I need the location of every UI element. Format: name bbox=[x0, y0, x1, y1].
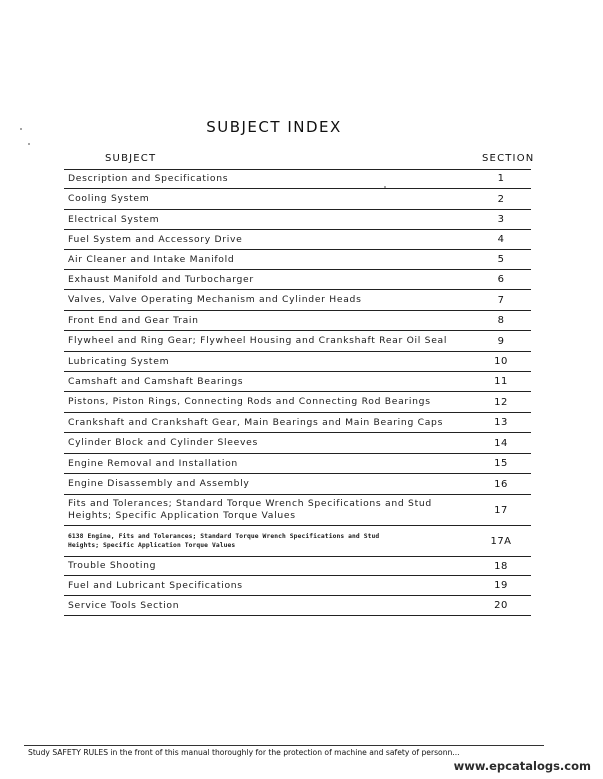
row-section-number: 1 bbox=[497, 173, 505, 184]
row-section-number: 7 bbox=[497, 294, 505, 306]
table-row bbox=[64, 250, 531, 270]
row-subject: Service Tools Section bbox=[68, 599, 180, 611]
table-row bbox=[64, 372, 531, 392]
row-subject: Electrical System bbox=[68, 213, 160, 225]
row-section-number: 18 bbox=[494, 560, 508, 572]
table-row bbox=[64, 526, 531, 557]
table-row bbox=[64, 352, 531, 372]
row-subject: Fuel and Lubricant Specifications bbox=[68, 579, 243, 591]
footer-rule bbox=[24, 745, 544, 746]
table-row bbox=[64, 189, 531, 210]
row-subject: Exhaust Manifold and Turbocharger bbox=[68, 273, 254, 285]
table-row bbox=[64, 392, 531, 413]
watermark: www.epcatalogs.com bbox=[453, 759, 591, 773]
table-row bbox=[64, 433, 531, 454]
row-subject: Engine Removal and Installation bbox=[68, 457, 238, 469]
row-subject: Cylinder Block and Cylinder Sleeves bbox=[68, 437, 258, 448]
row-subject: Front End and Gear Train bbox=[68, 314, 199, 326]
page-title: SUBJECT INDEX bbox=[206, 118, 342, 136]
row-section-number: 2 bbox=[497, 193, 505, 205]
row-section-number: 13 bbox=[494, 417, 508, 428]
table-row bbox=[64, 331, 531, 352]
row-subject: Trouble Shooting bbox=[68, 560, 157, 571]
row-subject: Crankshaft and Crankshaft Gear, Main Bearings and Main Bearing Caps bbox=[68, 416, 444, 428]
table-row bbox=[64, 576, 531, 596]
scan-speck bbox=[20, 128, 22, 130]
row-section-number: 15 bbox=[494, 458, 508, 469]
row-section-number: 8 bbox=[497, 315, 505, 326]
row-section-number: 6 bbox=[497, 274, 505, 285]
table-row bbox=[64, 557, 531, 576]
row-subject: Engine Disassembly and Assembly bbox=[68, 478, 250, 489]
table-row bbox=[64, 311, 531, 331]
row-section-number: 9 bbox=[497, 335, 505, 347]
row-section-number: 17A bbox=[490, 535, 512, 547]
table-row bbox=[64, 270, 531, 290]
row-section-number: 20 bbox=[494, 600, 508, 611]
row-subject: Valves, Valve Operating Mechanism and Cylinder Heads bbox=[68, 294, 362, 305]
row-section-number: 17 bbox=[494, 504, 508, 516]
row-section-number: 4 bbox=[497, 234, 505, 245]
row-subject: Air Cleaner and Intake Manifold bbox=[68, 253, 235, 265]
scan-speck bbox=[28, 143, 30, 145]
row-section-number: 11 bbox=[494, 376, 508, 387]
row-section-number: 14 bbox=[494, 437, 508, 449]
row-subject: Cooling System bbox=[68, 193, 150, 204]
table-row bbox=[64, 413, 531, 433]
row-subject: Lubricating System bbox=[68, 355, 170, 367]
table-row bbox=[64, 169, 531, 189]
table-row bbox=[64, 474, 531, 495]
scan-speck bbox=[384, 186, 386, 188]
footer-note: Study SAFETY RULES in the front of this manual thoroughly for the protection of machine and safety of personn... bbox=[28, 748, 460, 757]
table-row bbox=[64, 210, 531, 230]
row-subject: Description and Specifications bbox=[68, 172, 229, 184]
row-section-number: 12 bbox=[494, 396, 508, 408]
table-row bbox=[64, 290, 531, 311]
row-subject: Fuel System and Accessory Drive bbox=[68, 233, 243, 245]
row-subject: Camshaft and Camshaft Bearings bbox=[68, 375, 244, 387]
row-subject: 6138 Engine, Fits and Tolerances; Standard Torque Wrench Specifications and Stud Heights; Specific Application Torque Values bbox=[68, 533, 380, 549]
section-column-header: SECTION bbox=[482, 153, 535, 164]
subject-column-header: SUBJECT bbox=[105, 153, 157, 164]
row-subject: Flywheel and Ring Gear; Flywheel Housing and Crankshaft Rear Oil Seal bbox=[68, 335, 448, 346]
table-row bbox=[64, 495, 531, 526]
row-section-number: 19 bbox=[494, 580, 508, 591]
table-row bbox=[64, 230, 531, 250]
row-section-number: 16 bbox=[494, 478, 508, 490]
table-row bbox=[64, 596, 531, 616]
row-subject: Fits and Tolerances; Standard Torque Wrench Specifications and Stud Heights; Specific Application Torque Values bbox=[68, 498, 432, 521]
row-subject: Pistons, Piston Rings, Connecting Rods and Connecting Rod Bearings bbox=[68, 396, 431, 407]
table-row bbox=[64, 454, 531, 474]
row-section-number: 10 bbox=[494, 356, 508, 367]
row-section-number: 5 bbox=[497, 254, 505, 265]
row-section-number: 3 bbox=[497, 214, 505, 225]
